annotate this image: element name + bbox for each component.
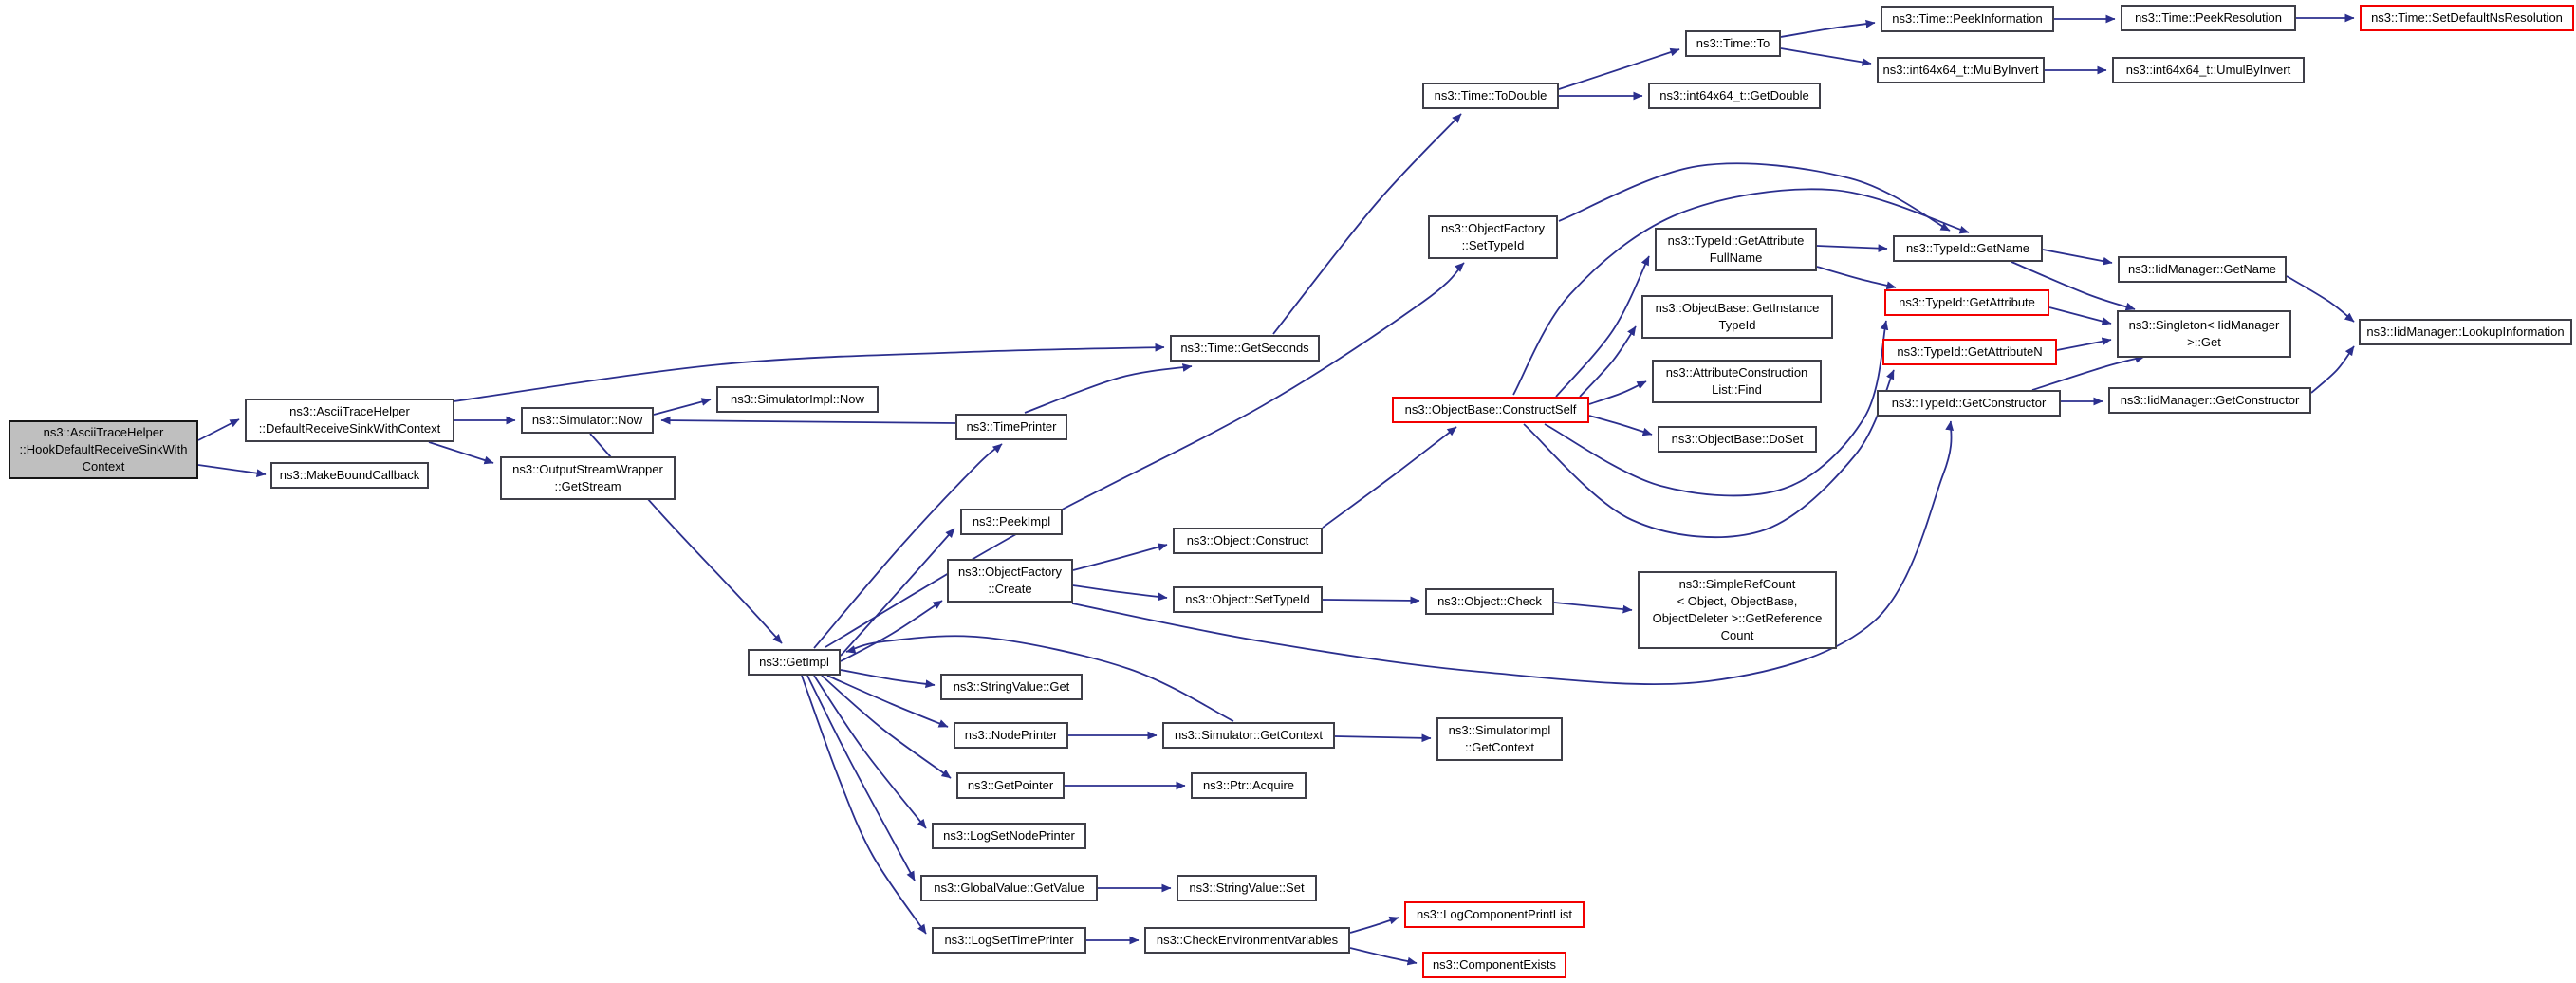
node-int64x64-mul-by-invert[interactable] (1877, 57, 2045, 83)
node-output-stream-wrapper-get-stream[interactable] (500, 456, 676, 500)
node-label-line: ns3::AttributeConstruction (1665, 365, 1808, 380)
node-time-peek-resolution[interactable] (2121, 5, 2296, 31)
node-string-value-get[interactable] (940, 674, 1083, 700)
node-label-line: ::HookDefaultReceiveSinkWith (19, 442, 188, 456)
node-label-line: ns3::int64x64_t::MulByInvert (1882, 63, 2039, 77)
node-label-line: Count (1720, 628, 1754, 642)
node-peek-impl[interactable] (960, 509, 1063, 535)
node-label-line: ns3::AsciiTraceHelper (289, 404, 410, 418)
node-time-to-double[interactable] (1422, 83, 1559, 109)
node-label-line: ns3::MakeBoundCallback (279, 468, 420, 482)
node-time-get-seconds[interactable] (1170, 335, 1320, 362)
node-check-environment-variables[interactable] (1144, 927, 1350, 954)
node-label-line: Context (82, 459, 125, 473)
node-label-line: ns3::TypeId::GetName (1905, 241, 2030, 255)
node-label-line: ns3::StringValue::Set (1189, 881, 1305, 895)
edge-type-id-get-name--iid-manager-get-name (2043, 250, 2112, 263)
node-label-line: ::DefaultReceiveSinkWithContext (258, 421, 441, 436)
node-label-line: ns3::SimulatorImpl::Now (731, 392, 864, 406)
node-ptr-acquire[interactable] (1191, 772, 1307, 799)
node-simulator-get-context[interactable] (1162, 722, 1335, 749)
node-log-component-print-list[interactable] (1404, 901, 1585, 928)
edge-get-impl--object-factory-set-type-id (825, 263, 1464, 647)
node-object-set-type-id[interactable] (1173, 586, 1323, 613)
node-object-base-do-set[interactable] (1658, 426, 1817, 453)
node-type-id-get-attribute-n[interactable] (1882, 339, 2057, 365)
node-iid-manager-lookup-information[interactable] (2359, 319, 2572, 345)
edge-object-factory-create--object-construct (1073, 545, 1167, 570)
node-label-line: ns3::ObjectFactory (1440, 221, 1546, 235)
node-label-line: ns3::ObjectBase::DoSet (1671, 432, 1804, 446)
edge-get-impl--log-set-node-printer (814, 676, 926, 828)
edge-iid-manager-get-name--iid-manager-lookup-information (2287, 276, 2354, 322)
node-iid-manager-get-constructor[interactable] (2108, 387, 2311, 414)
node-label-line: ns3::int64x64_t::UmulByInvert (2125, 63, 2291, 77)
node-label-line: ns3::TypeId::GetAttribute (1667, 233, 1805, 248)
node-time-printer[interactable] (955, 414, 1067, 440)
node-label-line: ns3::int64x64_t::GetDouble (1659, 88, 1809, 102)
edge-type-id-get-attribute-n--singleton-iid-manager-get (2057, 340, 2111, 350)
node-label-line: ns3::ObjectFactory (957, 565, 1063, 579)
edge-simulator-now--simulator-impl-now (654, 399, 711, 415)
node-label-line: ns3::Time::SetDefaultNsResolution (2371, 10, 2563, 25)
edge-check-environment-variables--component-exists (1350, 948, 1417, 963)
edge-object-set-type-id--object-check (1323, 600, 1419, 601)
edge-time-printer--time-get-seconds (1025, 366, 1192, 413)
node-label-line: ::GetContext (1465, 740, 1534, 754)
node-default-receive-sink-with-context[interactable] (245, 399, 454, 442)
node-label-line: ns3::CheckEnvironmentVariables (1156, 933, 1339, 947)
node-label-line: ns3::ObjectBase::GetInstance (1655, 301, 1820, 315)
node-component-exists[interactable] (1422, 952, 1566, 978)
node-int64x64-get-double[interactable] (1648, 83, 1821, 109)
node-object-base-construct-self[interactable] (1392, 397, 1589, 423)
node-object-factory-create[interactable] (947, 559, 1073, 603)
node-label-line: ::Create (988, 582, 1032, 596)
node-int64x64-umul-by-invert[interactable] (2112, 57, 2305, 83)
node-label-line: ns3::LogSetTimePrinter (944, 933, 1074, 947)
node-label-line: ns3::GetImpl (759, 655, 829, 669)
edge-get-impl--time-printer (814, 444, 1002, 648)
node-object-check[interactable] (1425, 588, 1554, 615)
node-label-line: >::Get (2187, 335, 2221, 349)
edge-simulator-get-context--simulator-impl-get-context (1335, 736, 1431, 738)
node-label-line: ns3::Object::Construct (1186, 533, 1309, 547)
node-label-line: ns3::LogSetNodePrinter (943, 828, 1075, 843)
node-type-id-get-name[interactable] (1893, 235, 2043, 262)
edge-time-to--int64x64-mul-by-invert (1781, 48, 1871, 64)
node-type-id-get-attribute[interactable] (1884, 289, 2049, 316)
node-label-line: ns3::GetPointer (967, 778, 1054, 792)
node-label-line: < Object, ObjectBase, (1677, 594, 1798, 608)
edge-type-id-get-attribute--singleton-iid-manager-get (2049, 307, 2111, 324)
node-label-line: ns3::TypeId::GetAttribute (1899, 295, 2035, 309)
node-label-line: ns3::Simulator::GetContext (1174, 728, 1324, 742)
node-label-line: ns3::TimePrinter (966, 419, 1057, 434)
node-label-line: ns3::Time::To (1696, 36, 1770, 50)
node-log-set-time-printer[interactable] (932, 927, 1086, 954)
node-label-line: ns3::AsciiTraceHelper (43, 425, 164, 439)
node-label-line: ns3::Simulator::Now (531, 413, 643, 427)
node-time-peek-information[interactable] (1881, 6, 2054, 32)
edge-object-factory-set-type-id--type-id-get-name (1559, 163, 1950, 231)
edge-get-impl--string-value-get (841, 670, 935, 685)
node-string-value-set[interactable] (1177, 875, 1317, 901)
node-label-line: ns3::Singleton< IidManager (2128, 318, 2280, 332)
edge-object-check--simple-ref-count-get-reference-count (1554, 603, 1632, 610)
node-label-line: ns3::TypeId::GetConstructor (1891, 396, 2047, 410)
edge-type-id-get-attribute-full-name--type-id-get-name (1817, 246, 1887, 249)
edge-time-to--time-peek-information (1781, 23, 1875, 37)
node-simple-ref-count-get-reference-count[interactable] (1638, 571, 1837, 649)
edge-object-base-construct-self--object-base-do-set (1589, 416, 1652, 435)
edge-hook-default-receive-sink-with-context--make-bound-callback (198, 465, 266, 474)
node-label-line: ns3::GlobalValue::GetValue (934, 881, 1084, 895)
node-get-pointer[interactable] (956, 772, 1065, 799)
node-label-line: ns3::ObjectBase::ConstructSelf (1404, 402, 1577, 417)
node-label-line: ns3::LogComponentPrintList (1416, 907, 1573, 921)
node-label-line: TypeId (1718, 318, 1756, 332)
node-label-line: ns3::Ptr::Acquire (1202, 778, 1295, 792)
node-iid-manager-get-name[interactable] (2118, 256, 2287, 283)
edge-hook-default-receive-sink-with-context--default-receive-sink-with-context (198, 419, 239, 440)
node-label-line: ns3::NodePrinter (964, 728, 1058, 742)
node-time-set-default-ns-resolution[interactable] (2360, 5, 2574, 31)
node-label-line: ::SetTypeId (1461, 238, 1525, 252)
node-label-line: ns3::Time::PeekInformation (1892, 11, 2043, 26)
node-get-impl[interactable] (748, 649, 841, 676)
node-label-line: ns3::StringValue::Get (953, 679, 1070, 694)
node-label-line: ::GetStream (554, 479, 621, 493)
edge-check-environment-variables--log-component-print-list (1350, 918, 1399, 933)
node-label-line: ObjectDeleter >::GetReference (1652, 611, 1823, 625)
edge-get-impl--node-printer (827, 676, 948, 727)
node-label-line: ns3::Time::ToDouble (1434, 88, 1547, 102)
node-label-line: ns3::IidManager::GetName (2127, 262, 2277, 276)
node-attribute-construction-list-find[interactable] (1652, 360, 1822, 403)
node-hook-default-receive-sink-with-context (9, 420, 198, 479)
node-node-printer[interactable] (954, 722, 1068, 749)
edge-object-construct--object-base-construct-self (1323, 427, 1456, 528)
node-label-line: ns3::SimpleRefCount (1678, 577, 1796, 591)
node-make-bound-callback[interactable] (270, 462, 429, 489)
node-singleton-iid-manager-get[interactable] (2117, 310, 2291, 358)
node-type-id-get-constructor[interactable] (1877, 390, 2061, 417)
edge-default-receive-sink-with-context--output-stream-wrapper-get-stream (429, 442, 493, 463)
node-label-line: ns3::IidManager::LookupInformation (2366, 325, 2565, 339)
edge-time-printer--simulator-now (661, 420, 955, 423)
node-object-factory-set-type-id[interactable] (1428, 215, 1558, 259)
node-label-line: ns3::ComponentExists (1432, 957, 1557, 972)
node-global-value-get-value[interactable] (920, 875, 1098, 901)
node-label-line: ns3::Time::PeekResolution (2135, 10, 2282, 25)
node-label-line: ns3::PeekImpl (972, 514, 1051, 529)
edge-get-impl--object-factory-create (841, 601, 942, 661)
edge-iid-manager-get-constructor--iid-manager-lookup-information (2311, 346, 2354, 393)
node-label-line: FullName (1709, 250, 1763, 265)
node-label-line: ns3::TypeId::GetAttributeN (1897, 344, 2043, 359)
node-label-line: ns3::IidManager::GetConstructor (2120, 393, 2300, 407)
edge-object-factory-create--object-set-type-id (1073, 585, 1167, 598)
edge-object-base-construct-self--type-id-get-attribute (1545, 321, 1886, 495)
node-log-set-node-printer[interactable] (932, 823, 1086, 849)
node-simulator-now[interactable] (521, 407, 654, 434)
node-object-base-get-instance-type-id[interactable] (1641, 295, 1833, 339)
node-label-line: ns3::Time::GetSeconds (1180, 341, 1309, 355)
node-type-id-get-attribute-full-name[interactable] (1655, 228, 1817, 271)
node-label-line: ns3::Object::Check (1437, 594, 1542, 608)
edge-object-base-construct-self--attribute-construction-list-find (1589, 381, 1646, 404)
node-object-construct[interactable] (1173, 528, 1323, 554)
node-simulator-impl-now[interactable] (716, 386, 879, 413)
node-label-line: ns3::SimulatorImpl (1448, 723, 1551, 737)
node-label-line: ns3::OutputStreamWrapper (512, 462, 663, 476)
edge-type-id-get-attribute-full-name--type-id-get-attribute (1817, 267, 1896, 287)
edge-get-impl--get-pointer (822, 676, 951, 778)
node-simulator-impl-get-context[interactable] (1436, 717, 1563, 761)
node-time-to[interactable] (1685, 30, 1781, 57)
node-label-line: List::Find (1712, 382, 1762, 397)
node-label-line: ns3::Object::SetTypeId (1185, 592, 1310, 606)
